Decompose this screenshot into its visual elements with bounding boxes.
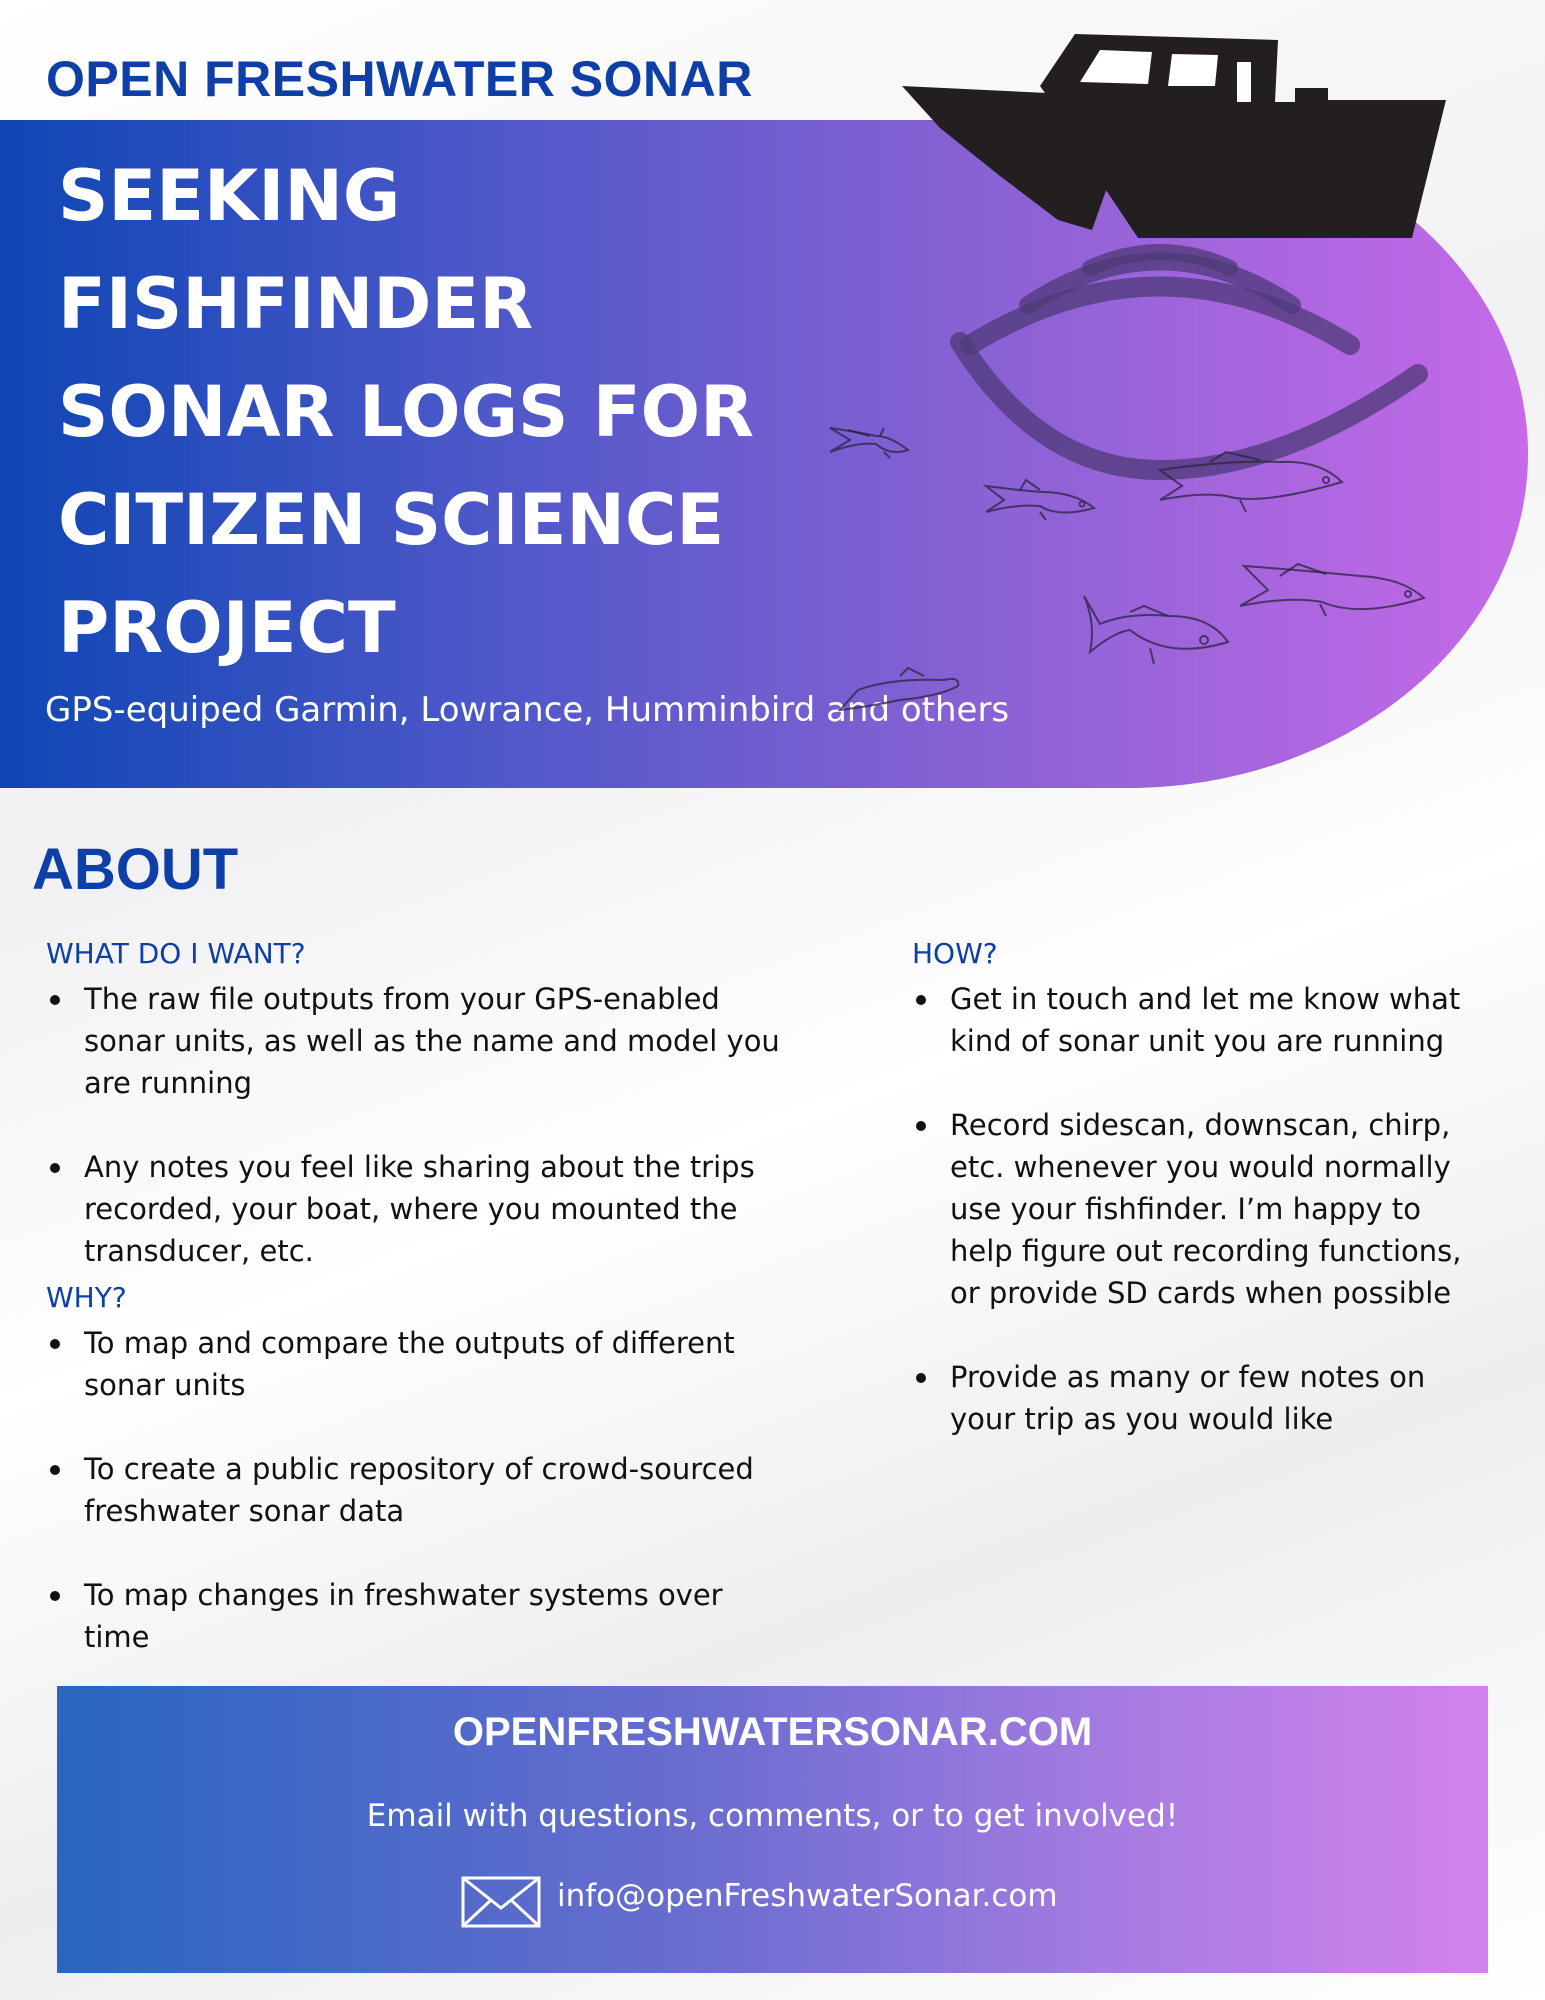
section-heading-how: HOW? (912, 937, 998, 970)
list-item: To create a public repository of crowd-sourced freshwater sonar data (46, 1448, 786, 1532)
contact-footer (57, 1686, 1488, 1973)
brand-title: OPEN FRESHWATER SONAR (46, 51, 753, 107)
hero-title-line: SONAR LOGS FOR (58, 371, 755, 453)
about-heading: ABOUT (32, 837, 239, 902)
hero-title-line: CITIZEN SCIENCE (58, 479, 725, 561)
about-right-column (912, 936, 1472, 1482)
list-item: To map changes in freshwater systems over time (46, 1574, 786, 1658)
website-link[interactable]: OPENFRESHWATERSONAR.COM (452, 1710, 1093, 1754)
email-link[interactable]: info@openFreshwaterSonar.com (557, 1878, 1058, 1914)
hero-title-line: PROJECT (58, 587, 396, 669)
list-item: Provide as many or few notes on your trip as you would like (912, 1356, 1472, 1440)
list-item: To map and compare the outputs of different sonar units (46, 1322, 786, 1406)
hero-banner (0, 120, 1528, 788)
list-item: Record sidescan, downscan, chirp, etc. whenever you would normally use your fishfinder. I’m happy to help figure out recording functions, or provide SD cards when possible (912, 1104, 1472, 1314)
how-list (912, 978, 1472, 1440)
hero-title-line: FISHFINDER (58, 263, 534, 345)
hero-title (58, 142, 878, 682)
hero-title-line: SEEKING (58, 155, 401, 237)
section-heading-what: WHAT DO I WANT? (46, 937, 306, 970)
about-left-column (46, 936, 786, 1700)
hero-subtitle: GPS-equiped Garmin, Lowrance, Humminbird and others (45, 690, 1010, 730)
list-item: Get in touch and let me know what kind of sonar unit you are running (912, 978, 1472, 1062)
section-heading-why: WHY? (46, 1281, 127, 1314)
list-item: Any notes you feel like sharing about the trips recorded, your boat, where you mounted the transducer, etc. (46, 1146, 786, 1272)
list-item: The raw file outputs from your GPS-enabled sonar units, as well as the name and model you are running (46, 978, 786, 1104)
envelope-icon (461, 1876, 541, 1928)
contact-text: Email with questions, comments, or to get involved! (366, 1798, 1179, 1834)
why-list (46, 1322, 786, 1658)
what-list (46, 978, 786, 1272)
